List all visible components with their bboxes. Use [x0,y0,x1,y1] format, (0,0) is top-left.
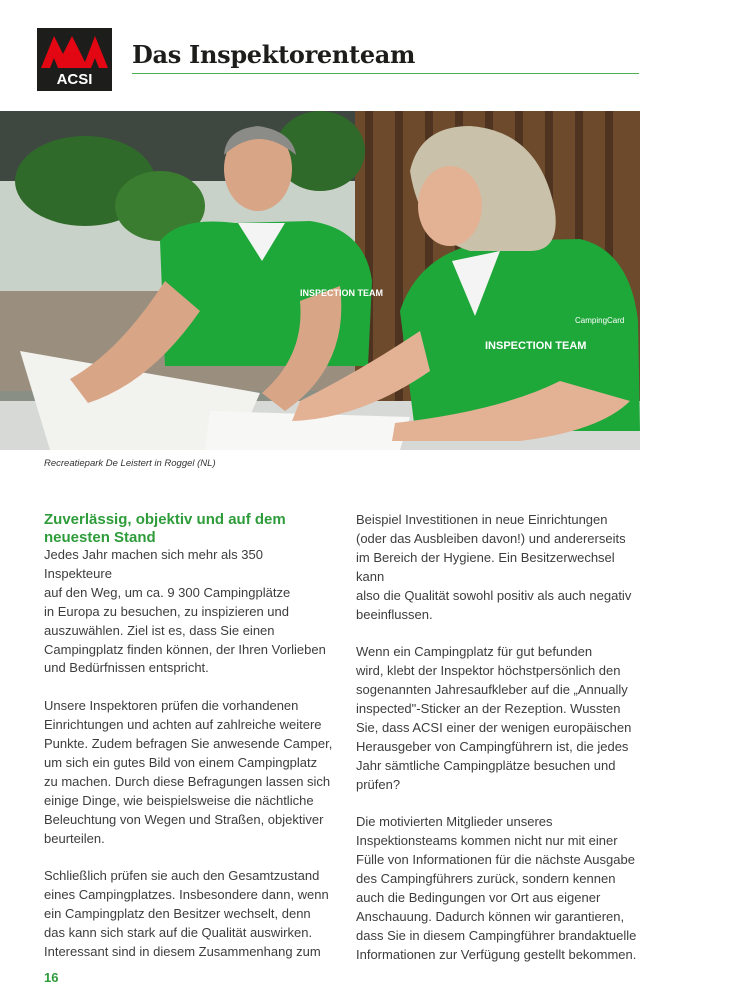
shirt-brand: CampingCard [575,316,625,325]
shirt-print-man: INSPECTION TEAM [300,288,384,298]
shirt-print-woman: INSPECTION TEAM [485,340,587,352]
page-title: Das Inspektorenteam [132,40,416,69]
inspectors-photo [0,111,640,450]
photo-caption: Recreatiepark De Leistert in Roggel (NL) [44,458,216,469]
article-right-column [356,511,646,965]
article-paragraph: Beispiel Investitionen in neue Einrichtungen (oder das Ausbleiben davon!) und andererseits im Bereich der Hygiene. Ein Besitzerwechsel kann also die Qualität sowohl positiv als auch negativ beeinflussen. [356,512,632,622]
logo-text: ACSI [56,71,93,88]
article-paragraph: Schließlich prüfen sie auch den Gesamtzustand eines Campingplatzes. Insbesondere dann, wenn ein Campingplatz den Besitzer wechselt, denn das kann sich stark auf die Qualität auswirken. Interessant sind in diesem Zusammenhang zum [44,868,329,959]
title-underline [132,73,639,74]
article-paragraph: Jedes Jahr machen sich mehr als 350 Inspekteure auf den Weg, um ca. 9 300 Campingplätze in Europa zu besuchen, zu inspizieren und auszuwählen. Ziel ist es, dass Sie einen Campingplatz finden können, der Ihren Vorlieben und Bedürfnissen entspricht. [44,547,326,676]
article-paragraph: Unsere Inspektoren prüfen die vorhandenen Einrichtungen und achten auf zahlreiche weitere Punkte. Zudem befragen Sie anwesende Camper, um sich ein gutes Bild von einem Campingplatz zu machen. Durch diese Befragungen lassen sich einige Dinge, wie beispielsweise die nächtliche Beleuchtung von Wegen und Straßen, objektiver beurteilen. [44,698,333,846]
article-left-column [44,511,334,962]
acsi-logo [37,28,112,91]
article-paragraph: Wenn ein Campingplatz für gut befunden wird, klebt der Inspektor höchstpersönlich den sogenannten Jahresaufkleber auf die „Annually inspected"-Sticker an der Rezeption. Wussten Sie, dass ACSI einer der wenigen europäischen Herausgeber von Campingführern ist, die jedes Jahr sämtliche Campingplätze besuchen und prüfen? [356,644,632,792]
article-heading: Zuverlässig, objektiv und auf dem neuesten Stand [44,511,286,546]
page-number: 16 [44,970,59,985]
article-paragraph: Die motivierten Mitglieder unseres Inspektionsteams kommen nicht nur mit einer Fülle von Informationen für die nächste Ausgabe des Campingführers zurück, sondern kennen auch die Bedingungen vor Ort aus eigener Anschauung. Dadurch können wir garantieren, dass Sie in diesem Campingführer brandaktuelle Informationen zur Verfügung gestellt bekommen. [356,814,637,962]
